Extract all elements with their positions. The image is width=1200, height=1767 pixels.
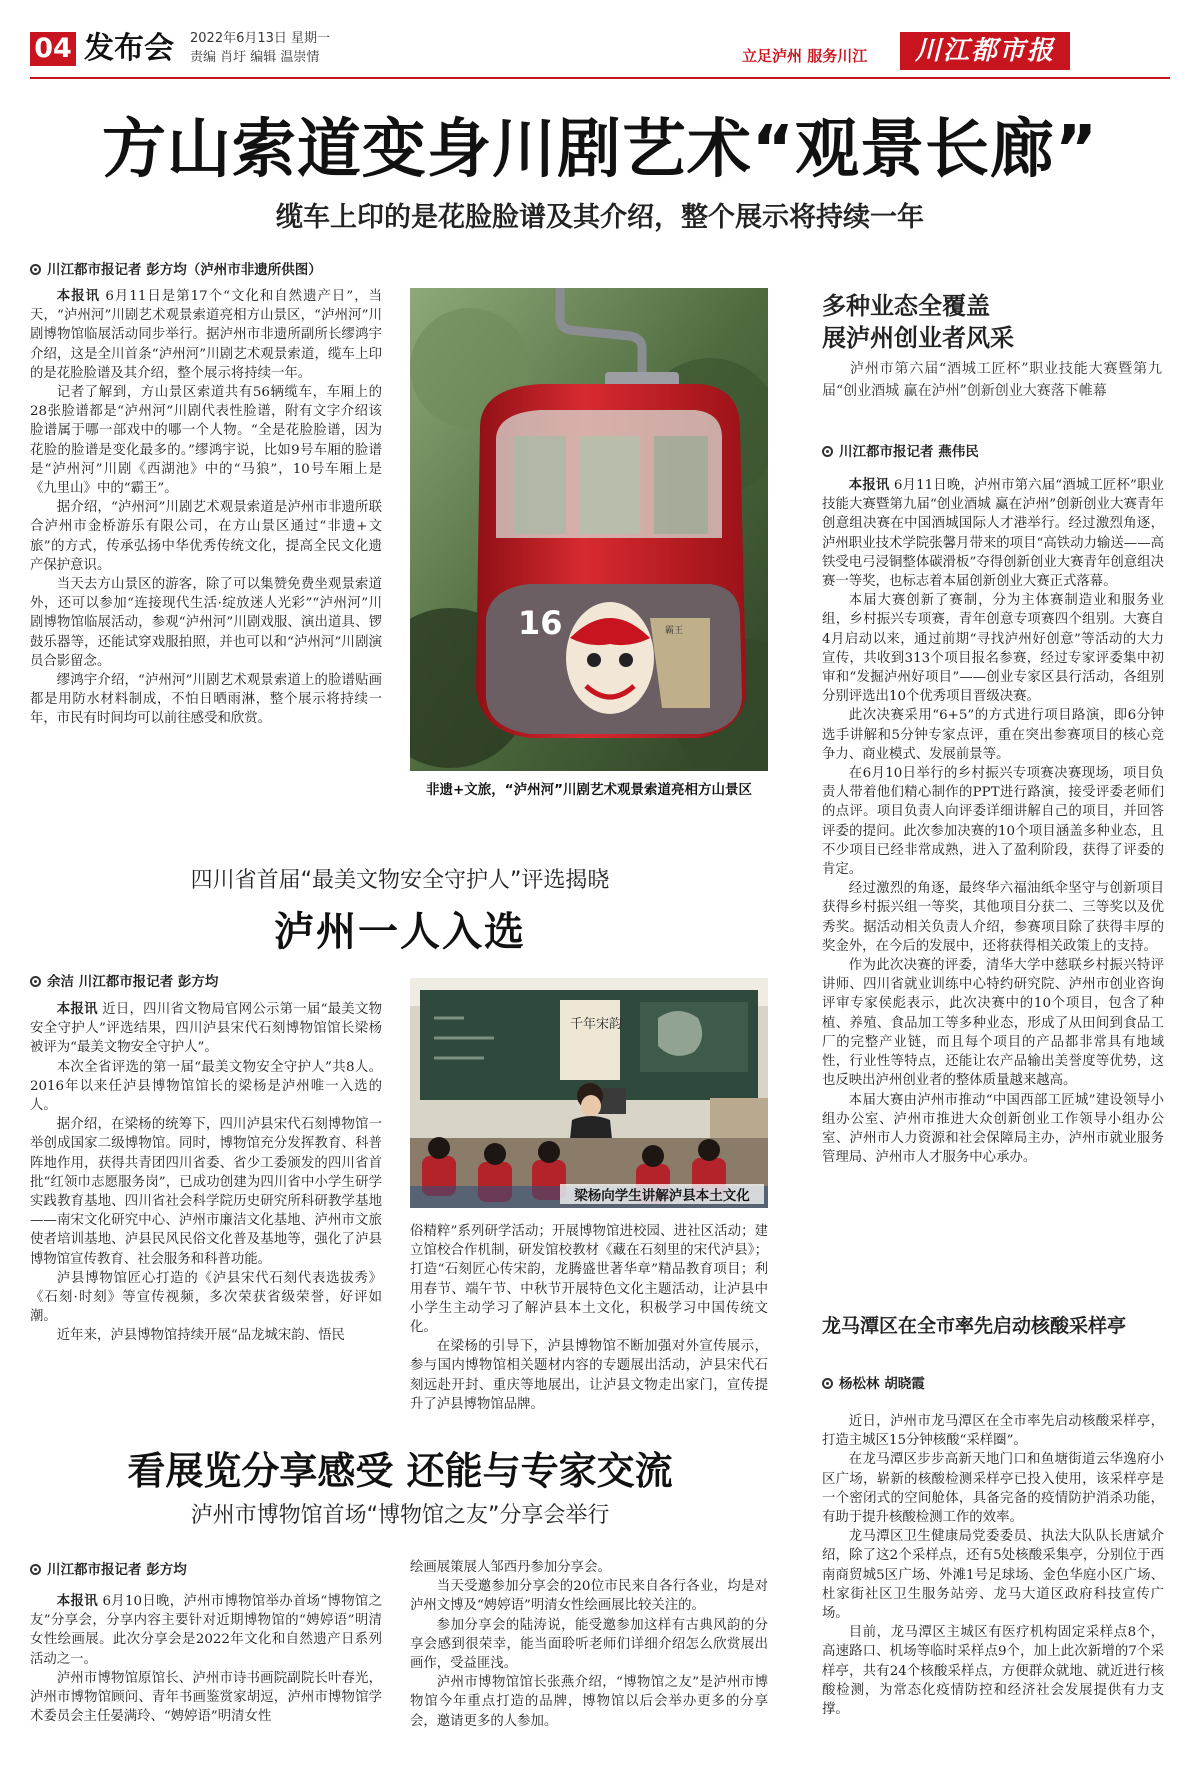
byline-text: 川江都市报记者 彭方均（泸州市非遗所供图）: [47, 262, 322, 278]
paragraph: [410, 1222, 768, 1337]
byline-text: 川江都市报记者 燕伟民: [839, 444, 979, 460]
paragraph-text: 泸州市博物馆原馆长、泸州市诗书画院副院长叶春光，泸州市博物馆顾问、青年书画鉴赏家胡逗，泸州市博物馆学术委员会主任晏满玲、“娉婷语”明清女性: [30, 1670, 382, 1725]
paragraph-text: 当天去方山景区的游客，除了可以集赞免费坐观景索道外，还可以参加“连接现代生活·绽放迷人光彩”“泸州河”川剧博物馆临展活动，参观“泸州河”川剧戏服、演出道具、锣鼓乐器等，还能试穿戏服拍照，并也可以和“泸州河”川剧演员合影留念。: [30, 577, 382, 669]
paragraph: [410, 1673, 768, 1731]
paragraph: [822, 1412, 1164, 1450]
paragraph: [822, 1091, 1164, 1168]
paragraph-text: 泸县博物馆匠心打造的《泸县宋代石刻代表选拔秀》《石刻·时刻》等宣传视频，多次荣获省级荣誉，好评如潮。: [30, 1270, 382, 1325]
paragraph-text: 缪鸿宇介绍，“泸州河”川剧艺术观景索道上的脸谱贴画都是用防水材料制成，不怕日晒雨淋，整个展示将持续一年，市民有时间均可以前往感受和欣赏。: [30, 673, 382, 727]
bottom-byline: [30, 1558, 400, 1578]
paragraph-text: 本届大赛创新了赛制，分为主体赛制造业和服务业组，乡村振兴专项赛，青年创意专项赛四个组别。大赛自4月启动以来，通过前期“寻找泸州好创意”等活动的大力宣传，共收到313个项目报名参赛，经过专家评委集中初审和“发掘泸州好项目”——创业专家区县行活动，各组别分别评选出10个优秀项目晋级决赛。: [822, 593, 1164, 705]
lead-photo: [410, 288, 768, 771]
paragraph-text: 泸州市博物馆馆长张燕介绍，“博物馆之友”是泸州市博物馆今年重点打造的品牌，博物馆以后会举办更多的分享会，邀请更多的人参加。: [410, 1675, 768, 1729]
lead-article-body: [30, 287, 382, 729]
section-name: 发布会: [84, 31, 174, 66]
paragraph: [30, 287, 382, 383]
bottom-headline: 看展览分享感受 还能与专家交流: [127, 1449, 673, 1493]
paragraph-text: 经过激烈的角逐，最终华六福油纸伞坚守与创新项目获得乡村振兴组一等奖，其他项目分获二、三等奖以及优秀奖。据活动相关负责人介绍，参赛项目除了获得丰厚的奖金外，在今后的发展中，还将获得相关政策上的支持。: [822, 881, 1164, 954]
paragraph-text: 俗精粹”系列研学活动；开展博物馆进校园、进社区活动；建立馆校合作机制，研发馆校教材《藏在石刻里的宋代泸县》；打造“石刻匠心传宋韵，龙腾盛世著华章”精品教育项目；利用春节、端午节、中秋节开展特色文化主题活动，让泸县中小学生主动学习了解泸县本土文化，积极学习中国传统文化。: [410, 1224, 768, 1336]
paragraph-text: 据介绍，“泸州河”川剧艺术观景索道是泸州市非遗所联合泸州市金桥游乐有限公司，在方山景区通过“非遗+文旅”的方式，传承弘扬中华优秀传统文化，提高全民文化遗产保护意识。: [30, 500, 382, 573]
paragraph: [30, 1000, 382, 1058]
cable-car-illustration: [410, 288, 768, 771]
issue-date: 2022年6月13日 星期一: [190, 31, 331, 46]
paragraph-text: 据介绍，在梁杨的统筹下，四川泸县宋代石刻博物馆一举创成国家二级博物馆。同时，博物馆充分发挥教育、科普阵地作用，获得共青团四川省委、省少工委颁发的四川省首批“红领巾志愿服务岗”，已成功创建为四川省中小学生研学实践教育基地、四川省社会科学院历史研究所科研教学基地——南宋文化研究中心、泸州市廉洁文化基地、泸州市文旅使者培训基地、泸县民风民俗文化普及基地等，强化了泸县博物馆宣传教育、社会服务和科普功能。: [30, 1117, 382, 1267]
lead-subhead: 缆车上印的是花脸脸谱及其介绍，整个展示将持续一年: [276, 202, 924, 233]
paragraph: [30, 1269, 382, 1327]
paragraph: [30, 498, 382, 575]
classroom-photo: [410, 978, 768, 1208]
mid-article-body: [30, 1000, 382, 1346]
paragraph: [30, 1058, 382, 1116]
right-top-byline: [822, 440, 1162, 460]
paragraph-text: 当天受邀参加分享会的20位市民来自各行各业，均是对泸州文博及“娉婷语”明清女性绘画展比较关注的。: [410, 1579, 768, 1614]
right-top-deck: 泸州市第六届“酒城工匠杯”职业技能大赛暨第九届“创业酒城 赢在泸州”创新创业大赛落下帷幕: [822, 361, 1162, 399]
bottom-article-body: [30, 1592, 382, 1726]
paragraph-text: 在6月10日举行的乡村振兴专项赛决赛现场，项目负责人带着他们精心制作的PPT进行路演，接受评委老师们的点评。项目负责人向评委详细讲解自己的项目，并回答评委的提问。此次参加决赛的10个项目涵盖多种业态，且不少项目已经非常成熟，进入了盈利阶段，获得了评委的肯定。: [822, 766, 1164, 878]
paragraph: [30, 1669, 382, 1727]
paragraph: [822, 764, 1164, 879]
board-text: 千年宋韵: [570, 1017, 623, 1032]
paragraph-text: 在龙马潭区步步高新天地门口和鱼塘街道云华逸府小区广场，崭新的核酸检测采样亭已投入使用，该采样亭是一个密闭式的空间舱体，具备完备的疫情防护消杀功能，有助于提升核酸检测工作的效率。: [822, 1452, 1164, 1526]
dateline: 本报讯: [56, 1002, 98, 1017]
paragraph: [822, 591, 1164, 706]
byline-marker-icon: [822, 1378, 833, 1389]
right-bottom-title: 龙马潭区在全市率先启动核酸采样亭: [822, 1315, 1127, 1337]
paragraph: [410, 1577, 768, 1615]
byline-marker-icon: [30, 976, 41, 987]
byline-marker-icon: [30, 264, 41, 275]
byline-text: 川江都市报记者 彭方均: [47, 1562, 187, 1578]
paragraph-text: 龙马潭区卫生健康局党委委员、执法大队队长唐斌介绍，除了这2个采样点，还有5处核酸采集亭，分别位于西南商贸城5区广场、外滩1号足球场、金色华庭小区广场、杜家街社区卫生服务站旁、龙马大道区政府科技宣传广场。: [822, 1529, 1164, 1622]
lead-byline: [30, 258, 400, 278]
byline-marker-icon: [30, 1564, 41, 1575]
paragraph: [822, 1450, 1164, 1527]
paragraph: [410, 1616, 768, 1674]
right-bottom-article-body: [822, 1412, 1164, 1719]
mid-headline: 泸州一人入选: [274, 909, 526, 955]
right-top-article-body: [822, 476, 1164, 1167]
byline-text: 杨松林 胡晓霞: [839, 1376, 925, 1392]
editor-credits: 责编 肖圩 编辑 温崇情: [190, 50, 320, 65]
page-header: [30, 30, 1170, 74]
paragraph: [410, 1558, 768, 1577]
paragraph-text: 6月11日是第17个“文化和自然遗产日”，当天，“泸州河”川剧艺术观景索道亮相方山景区，“泸州河”川剧博物馆临展活动同步举行。据泸州市非遗所副所长缪鸿宇介绍，这是全川首条“泸州河”川剧艺术观景索道，缆车上印的是花脸脸谱及其介绍，整个展示将持续一年。: [30, 289, 383, 381]
paragraph: [822, 956, 1164, 1090]
paragraph: [822, 879, 1164, 956]
mid-byline: [30, 970, 400, 990]
paragraph-text: 目前，龙马潭区主城区有医疗机构固定采样点8个，高速路口、机场等临时采样点9个，加上此次新增的7个采样亭，共有24个核酸采样点，方便群众就地、就近进行核酸检测，为常态化疫情防控和经济社会发展提供有力支撑。: [822, 1625, 1164, 1718]
paragraph-text: 此次决赛采用“6+5”的方式进行项目路演，即6分钟选手讲解和5分钟专家点评，重在突出参赛项目的核心竞争力、商业模式、发展前景等。: [822, 708, 1164, 762]
dateline: 本报讯: [56, 1594, 98, 1609]
paragraph: [30, 383, 382, 498]
dateline: 本报讯: [56, 289, 101, 304]
paragraph: [30, 1592, 382, 1669]
paragraph-text: 6月11日晚，泸州市第六届“酒城工匠杯”职业技能大赛暨第九届“创业酒城 赢在泸州”创新创业大赛青年创意组决赛在中国酒城国际人才港举行。经过激烈角逐，泸州职业技术学院张馨月带来的项目“高铁动力输送——高铁受电弓浸铜整体碳滑板”夺得创新创业大赛青年创意组决赛一等奖，也标志着本届创新创业大赛正式落幕。: [822, 478, 1164, 590]
lead-photo-caption: 非遗+文旅，“泸州河”川剧艺术观景索道亮相方山景区: [425, 782, 753, 798]
paragraph: [30, 1326, 382, 1345]
header-rule: [30, 77, 1170, 79]
paragraph: [30, 671, 382, 729]
mid-kicker: 四川省首届“最美文物安全守护人”评选揭晓: [190, 868, 610, 893]
right-top-title-line2: 展泸州创业者风采: [822, 324, 1014, 352]
mid-article-body-col2: [410, 1222, 768, 1414]
masthead-logo: 川江都市报: [900, 32, 1070, 70]
byline-marker-icon: [822, 446, 833, 457]
paragraph-text: 作为此次决赛的评委，清华大学中慈联乡村振兴特评讲师、四川省就业训练中心特约研究院、泸州市创业咨询评审专家侯彪表示，此次决赛中的10个项目，包含了种植、养殖、食品加工等多种业态，形成了从田间到食品工厂的完整产业链，而且每个项目的产品都非常具有地域性，行业性等特点，还能让农产品输出美誉度等优势，这也反映出泸州创业者的整体质量越来越高。: [822, 958, 1164, 1089]
bottom-article-body-col2: [410, 1558, 768, 1731]
paragraph-text: 近年来，泸县博物馆持续开展“品龙城宋韵、悟民: [56, 1328, 345, 1344]
paragraph-text: 记者了解到，方山景区索道共有56辆缆车，车厢上的28张脸谱都是“泸州河”川剧代表性脸谱，附有文字介绍该脸谱属于哪一部戏中的哪一个人物。“全是花脸脸谱，因为花脸的脸谱是变化最多的。”缪鸿宇说，比如9号车厢的脸谱是“泸州河”川剧《西湖池》中的“马狼”，10号车厢上是《九里山》中的“霸王”。: [30, 385, 382, 497]
page-number: 04: [30, 32, 76, 66]
bottom-subhead: 泸州市博物馆首场“博物馆之友”分享会举行: [190, 1503, 610, 1528]
paragraph-text: 近日，泸州市龙马潭区在全市率先启动核酸采样亭，打造主城区15分钟核酸“采样圈”。: [822, 1414, 1164, 1449]
paragraph: [822, 706, 1164, 764]
paragraph-text: 本次全省评选的第一届“最美文物安全守护人”共8人。2016年以来任泸县博物馆馆长的梁杨是泸州唯一入选的人。: [30, 1059, 382, 1114]
slogan: 立足泸州 服务川江: [742, 47, 868, 65]
svg-text:霸王: 霸王: [665, 626, 684, 636]
paragraph-text: 在梁杨的引导下，泸县博物馆不断加强对外宣传展示，参与国内博物馆相关题材内容的专题展出活动，泸县宋代石刻远赴开封、重庆等地展出，让泸县文物走出家门，宣传提升了泸县博物馆品牌。: [410, 1339, 768, 1412]
paragraph-text: 参加分享会的陆涛说，能受邀参加这样有古典风韵的分享会感到很荣幸，能当面聆听老师们详细介绍怎么欣赏展出画作，受益匪浅。: [410, 1617, 768, 1672]
paragraph: [30, 575, 382, 671]
paragraph-text: 绘画展策展人邹西丹参加分享会。: [410, 1560, 611, 1575]
byline-text: 余洁 川江都市报记者 彭方均: [47, 974, 219, 990]
lead-headline: 方山索道变身川剧艺术“观景长廊”: [101, 113, 1099, 187]
paragraph: [822, 1623, 1164, 1719]
paragraph-text: 本届大赛由泸州市推动“中国西部工匠城”建设领导小组办公室、泸州市推进大众创新创业工作领导小组办公室、泸州市人力资源和社会保障局主办，泸州市就业服务管理局、泸州市人才服务中心承办。: [822, 1092, 1164, 1166]
cable-car-number: 16: [518, 604, 563, 642]
paragraph-text: 6月10日晚，泸州市博物馆举办首场“博物馆之友”分享会，分享内容主要针对近期博物馆的“娉婷语”明清女性绘画展。此次分享会是2022年文化和自然遗产日系列活动之一。: [30, 1594, 382, 1667]
paragraph-text: 近日，四川省文物局官网公示第一届“最美文物安全守护人”评选结果，四川泸县宋代石刻博物馆馆长梁杨被评为“最美文物安全守护人”。: [30, 1002, 382, 1056]
paragraph: [822, 1527, 1164, 1623]
right-bottom-byline: [822, 1372, 1162, 1392]
dateline: 本报讯: [848, 478, 890, 493]
paragraph: [410, 1337, 768, 1414]
classroom-photo-caption: 梁杨向学生讲解泸县本土文化: [560, 1184, 764, 1204]
paragraph: [30, 1115, 382, 1269]
paragraph: [822, 476, 1164, 591]
classroom-illustration: [410, 978, 768, 1208]
right-top-title-line1: 多种业态全覆盖: [822, 292, 990, 320]
